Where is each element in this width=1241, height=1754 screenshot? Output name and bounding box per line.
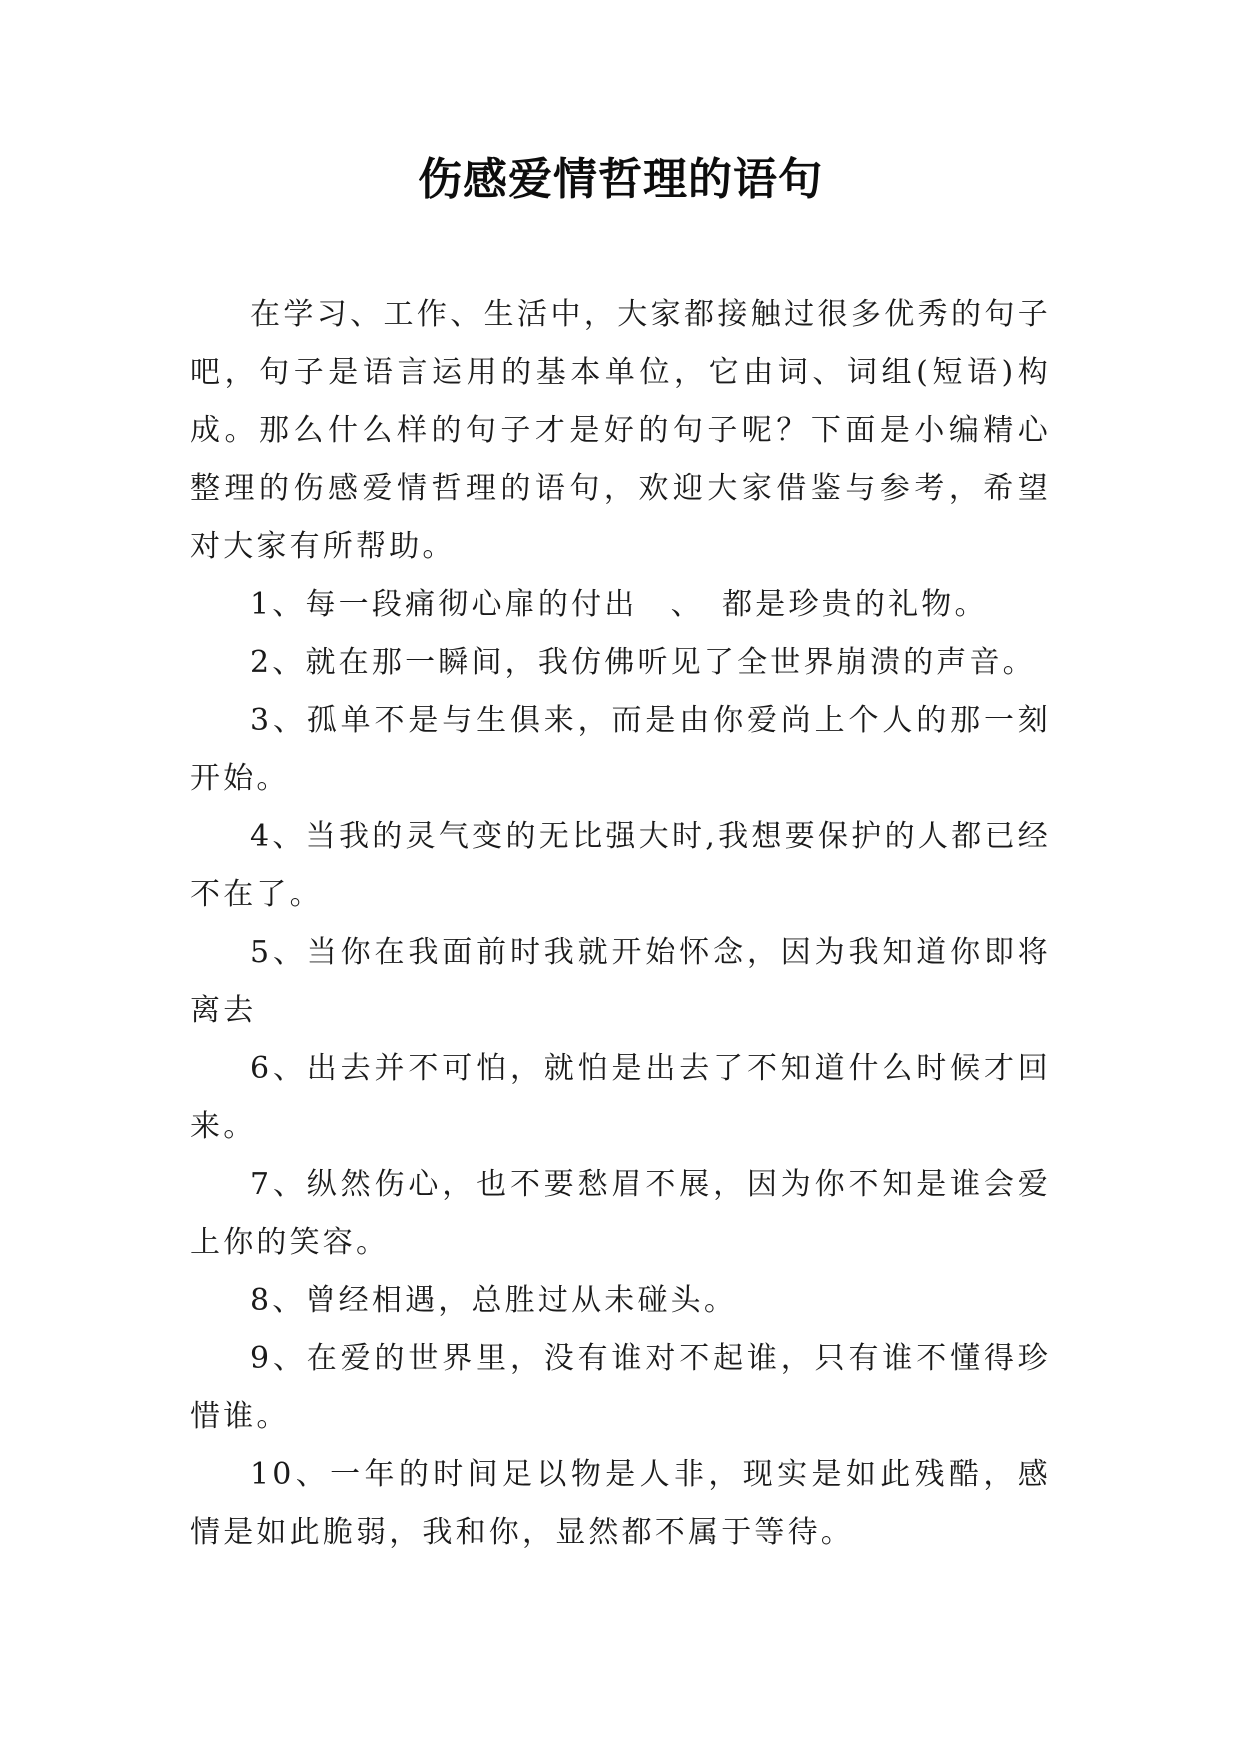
quote-paragraph-3: 3、孤单不是与生俱来，而是由你爱尚上个人的那一刻开始。	[190, 703, 1051, 796]
quote-paragraph-2: 2、就在那一瞬间，我仿佛听见了全世界崩溃的声音。	[250, 645, 1036, 680]
quote-paragraph-5: 5、当你在我面前时我就开始怀念，因为我知道你即将离去	[190, 935, 1051, 1028]
quote-paragraph-1: 1、每一段痛彻心扉的付出 、 都是珍贵的礼物。	[250, 587, 988, 622]
quote-paragraph-10: 10、一年的时间足以物是人非，现实是如此残酷，感情是如此脆弱，我和你，显然都不属于等待。	[190, 1457, 1051, 1550]
quote-paragraph-9: 9、在爱的世界里，没有谁对不起谁，只有谁不懂得珍惜谁。	[190, 1341, 1051, 1434]
intro-paragraph: 在学习、工作、生活中，大家都接触过很多优秀的句子吧，句子是语言运用的基本单位，它由词、词组(短语)构成。那么什么样的句子才是好的句子呢？下面是小编精心整理的伤感爱情哲理的语句，欢迎大家借鉴与参考，希望对大家有所帮助。	[190, 297, 1051, 564]
document-title: 伤感爱情哲理的语句	[418, 154, 823, 205]
quote-paragraph-7: 7、纵然伤心，也不要愁眉不展，因为你不知是谁会爱上你的笑容。	[190, 1167, 1051, 1260]
quote-paragraph-4: 4、当我的灵气变的无比强大时,我想要保护的人都已经不在了。	[190, 819, 1051, 912]
quote-paragraph-8: 8、曾经相遇，总胜过从未碰头。	[250, 1283, 738, 1318]
document-body	[190, 286, 1051, 1562]
quote-paragraph-6: 6、出去并不可怕，就怕是出去了不知道什么时候才回来。	[190, 1051, 1051, 1144]
